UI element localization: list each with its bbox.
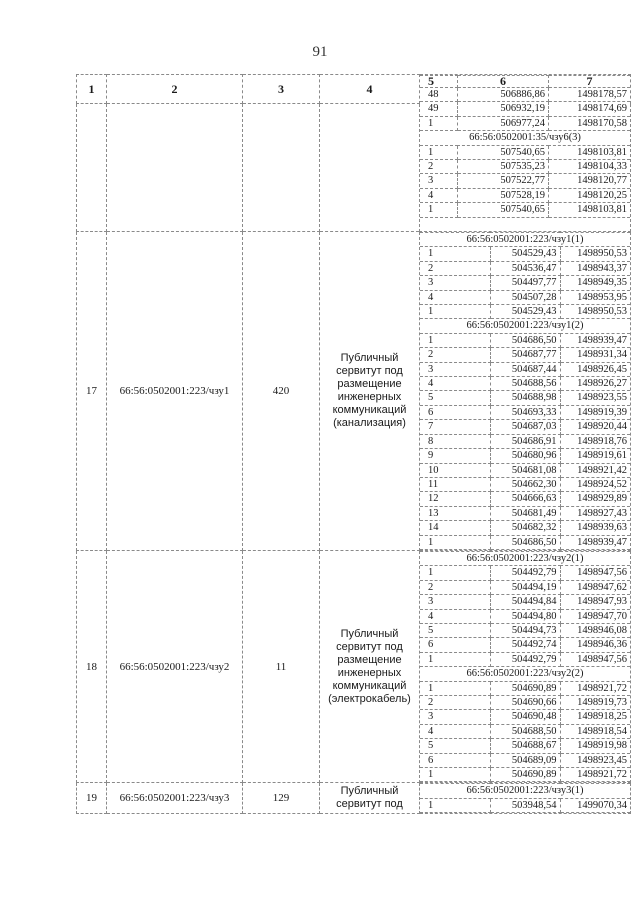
contour-label: 66:56:0502001:223/чзу2(2) [420,667,630,681]
point-x: 507540,65 [458,145,549,159]
point-row [420,377,630,391]
header-col-7: 7 [549,76,631,88]
row-18-num: 18 [77,550,107,783]
point-number: 3 [420,595,490,609]
point-row [420,348,630,362]
contour-label: 66:56:0502001:223/чзу3(1) [420,784,630,798]
point-row [420,753,630,767]
point-y: 1498918,76 [560,434,630,448]
point-row [420,420,630,434]
point-row [420,681,630,695]
point-number: 1 [420,145,458,159]
contour-label-row [420,551,630,565]
point-y: 1498918,25 [560,710,630,724]
row-19-cadastral: 66:56:0502001:223/чзу3 [107,783,243,814]
point-x: 504507,28 [490,290,560,304]
point-x: 504687,44 [490,362,560,376]
point-number: 1 [420,203,458,217]
row-18-area: 11 [243,550,320,783]
point-y: 1498953,95 [560,290,630,304]
point-row [420,247,630,261]
point-row [420,521,630,535]
point-number: 5 [420,391,490,405]
point-y: 1498921,42 [560,463,630,477]
point-x: 504492,79 [490,652,560,666]
point-row [420,580,630,594]
point-y: 1498104,33 [549,160,631,174]
table-header-row [77,75,631,104]
point-row [420,261,630,275]
point-row [420,434,630,448]
point-number: 1 [420,681,490,695]
points-cell-19 [420,783,631,814]
point-row [420,595,630,609]
point-number: 49 [420,102,458,116]
point-y: 1498939,47 [560,535,630,549]
point-x: 504690,89 [490,768,560,782]
point-row [420,88,630,102]
point-x: 507528,19 [458,188,549,202]
point-y: 1498170,58 [549,116,631,130]
row-17-cadastral: 66:56:0502001:223/чзу1 [107,232,243,551]
point-number: 2 [420,348,490,362]
point-number: 1 [420,566,490,580]
row-17-area: 420 [243,232,320,551]
point-y: 1498947,56 [560,652,630,666]
point-row [420,652,630,666]
point-row [420,477,630,491]
point-y: 1498924,52 [560,477,630,491]
point-number: 4 [420,609,490,623]
point-row [420,305,630,319]
point-row [420,203,630,217]
point-number: 8 [420,434,490,448]
point-x: 504688,56 [490,377,560,391]
point-y: 1498103,81 [549,145,631,159]
point-row [420,145,630,159]
point-x: 504687,03 [490,420,560,434]
point-y: 1498921,72 [560,768,630,782]
point-y: 1498918,54 [560,724,630,738]
row-19-num: 19 [77,783,107,814]
row-17-description: Публичный сервитут под размещение инженерных коммуникаций (канализация) [320,232,420,551]
point-x: 504536,47 [490,261,560,275]
point-number: 1 [420,768,490,782]
point-row [420,116,630,130]
point-number: 12 [420,492,490,506]
point-x: 504681,08 [490,463,560,477]
point-y: 1498950,53 [560,305,630,319]
row-18-description: Публичный сервитут под размещение инженерных коммуникаций (электрокабель) [320,550,420,783]
point-number: 2 [420,261,490,275]
point-x: 506932,19 [458,102,549,116]
point-row [420,276,630,290]
point-x: 504686,91 [490,434,560,448]
point-row [420,724,630,738]
point-row [420,405,630,419]
points-cell-18 [420,550,631,783]
point-x: 504688,67 [490,739,560,753]
point-y: 1498931,34 [560,348,630,362]
points-body-cont [420,88,630,218]
point-number: 5 [420,623,490,637]
point-y: 1498919,61 [560,449,630,463]
point-y: 1498946,36 [560,638,630,652]
header-col-1: 1 [77,75,107,104]
point-x: 504689,09 [490,753,560,767]
point-row [420,188,630,202]
point-number: 14 [420,521,490,535]
point-number: 6 [420,753,490,767]
point-y: 1498949,35 [560,276,630,290]
point-x: 504686,50 [490,333,560,347]
point-row [420,710,630,724]
point-x: 504680,96 [490,449,560,463]
point-number: 1 [420,305,490,319]
point-number: 4 [420,377,490,391]
point-x: 504666,63 [490,492,560,506]
point-x: 503948,54 [490,798,560,812]
point-row [420,506,630,520]
point-y: 1498103,81 [549,203,631,217]
point-y: 1498947,62 [560,580,630,594]
row-19-area: 129 [243,783,320,814]
point-number: 4 [420,724,490,738]
point-y: 1498939,63 [560,521,630,535]
contour-label-row [420,784,630,798]
point-y: 1498923,45 [560,753,630,767]
point-x: 504662,30 [490,477,560,491]
point-x: 504681,49 [490,506,560,520]
point-x: 507522,77 [458,174,549,188]
point-row [420,362,630,376]
contour-label: 66:56:0502001:223/чзу1(1) [420,233,630,247]
contour-label: 66:56:0502001:223/чзу2(1) [420,551,630,565]
point-number: 11 [420,477,490,491]
contour-label: 66:56:0502001:223/чзу1(2) [420,319,630,333]
row-cont-cadastral [107,104,243,232]
point-y: 1498939,47 [560,333,630,347]
point-x: 504494,84 [490,595,560,609]
point-number: 13 [420,506,490,520]
point-number: 3 [420,710,490,724]
point-number: 48 [420,88,458,102]
point-row [420,463,630,477]
point-x: 504529,43 [490,305,560,319]
points-header-row [420,76,630,88]
point-x: 504690,89 [490,681,560,695]
points-body-19 [420,784,630,813]
point-x: 507535,23 [458,160,549,174]
point-x: 506977,24 [458,116,549,130]
point-x: 504686,50 [490,535,560,549]
point-row [420,566,630,580]
header-col-3: 3 [243,75,320,104]
contour-label-row [420,667,630,681]
points-table-18 [420,551,630,783]
point-row [420,638,630,652]
point-row [420,290,630,304]
header-col-2: 2 [107,75,243,104]
point-number: 5 [420,739,490,753]
point-y: 1498919,73 [560,696,630,710]
row-19-description: Публичный сервитут под [320,783,420,814]
point-y: 1498178,57 [549,88,631,102]
points-table-19 [420,783,630,813]
point-y: 1498947,56 [560,566,630,580]
point-x: 504497,77 [490,276,560,290]
point-row [420,174,630,188]
point-y: 1498943,37 [560,261,630,275]
point-number: 2 [420,160,458,174]
points-cell-17 [420,232,631,551]
table-row-19 [77,783,631,814]
point-row [420,102,630,116]
point-y: 1498921,72 [560,681,630,695]
point-number: 3 [420,174,458,188]
point-row [420,609,630,623]
header-col-5: 5 [420,76,458,88]
point-number: 4 [420,188,458,202]
point-number: 3 [420,276,490,290]
point-number: 2 [420,580,490,594]
point-y: 1498920,44 [560,420,630,434]
point-y: 1498919,39 [560,405,630,419]
point-number: 6 [420,638,490,652]
point-row [420,696,630,710]
point-number: 1 [420,333,490,347]
row-cont-description [320,104,420,232]
point-y: 1498950,53 [560,247,630,261]
table-row-18 [77,550,631,783]
point-x: 506886,86 [458,88,549,102]
point-row [420,333,630,347]
point-x: 504688,98 [490,391,560,405]
point-x: 504690,48 [490,710,560,724]
coordinates-table [76,74,631,814]
table-row-17 [77,232,631,551]
point-x: 504529,43 [490,247,560,261]
header-col-6: 6 [458,76,549,88]
point-number: 7 [420,420,490,434]
points-table-cont [420,75,630,218]
point-y: 1498927,43 [560,506,630,520]
point-row [420,535,630,549]
point-row [420,160,630,174]
row-cont-area [243,104,320,232]
point-number: 1 [420,798,490,812]
contour-label-row [420,233,630,247]
point-y: 1498919,98 [560,739,630,753]
point-row [420,739,630,753]
point-number: 6 [420,405,490,419]
point-y: 1498174,69 [549,102,631,116]
point-number: 3 [420,362,490,376]
point-number: 9 [420,449,490,463]
row-18-cadastral: 66:56:0502001:223/чзу2 [107,550,243,783]
point-row [420,798,630,812]
points-cell-cont [420,75,631,232]
point-row [420,623,630,637]
point-x: 507540,65 [458,203,549,217]
header-col-4: 4 [320,75,420,104]
contour-label: 66:56:0502001:35/чзу6(3) [420,131,630,145]
point-x: 504494,19 [490,580,560,594]
point-number: 1 [420,652,490,666]
point-x: 504494,73 [490,623,560,637]
point-x: 504492,74 [490,638,560,652]
point-number: 1 [420,535,490,549]
points-table-17 [420,232,630,550]
point-y: 1499070,34 [560,798,630,812]
point-y: 1498926,45 [560,362,630,376]
point-x: 504688,50 [490,724,560,738]
page-number: 91 [312,44,328,60]
point-y: 1498926,27 [560,377,630,391]
row-cont-num [77,104,107,232]
points-body-17 [420,233,630,550]
point-number: 1 [420,247,490,261]
point-row [420,391,630,405]
point-x: 504494,80 [490,609,560,623]
point-y: 1498120,25 [549,188,631,202]
point-row [420,449,630,463]
point-y: 1498929,89 [560,492,630,506]
points-body-18 [420,551,630,782]
contour-label-row [420,131,630,145]
contour-label-row [420,319,630,333]
point-x: 504492,79 [490,566,560,580]
point-x: 504687,77 [490,348,560,362]
point-x: 504682,32 [490,521,560,535]
point-number: 4 [420,290,490,304]
point-row [420,768,630,782]
point-row [420,492,630,506]
point-y: 1498947,70 [560,609,630,623]
point-x: 504693,33 [490,405,560,419]
point-number: 2 [420,696,490,710]
point-y: 1498923,55 [560,391,630,405]
row-17-num: 17 [77,232,107,551]
point-x: 504690,66 [490,696,560,710]
point-number: 1 [420,116,458,130]
point-y: 1498947,93 [560,595,630,609]
point-y: 1498946,08 [560,623,630,637]
point-number: 10 [420,463,490,477]
point-y: 1498120,77 [549,174,631,188]
